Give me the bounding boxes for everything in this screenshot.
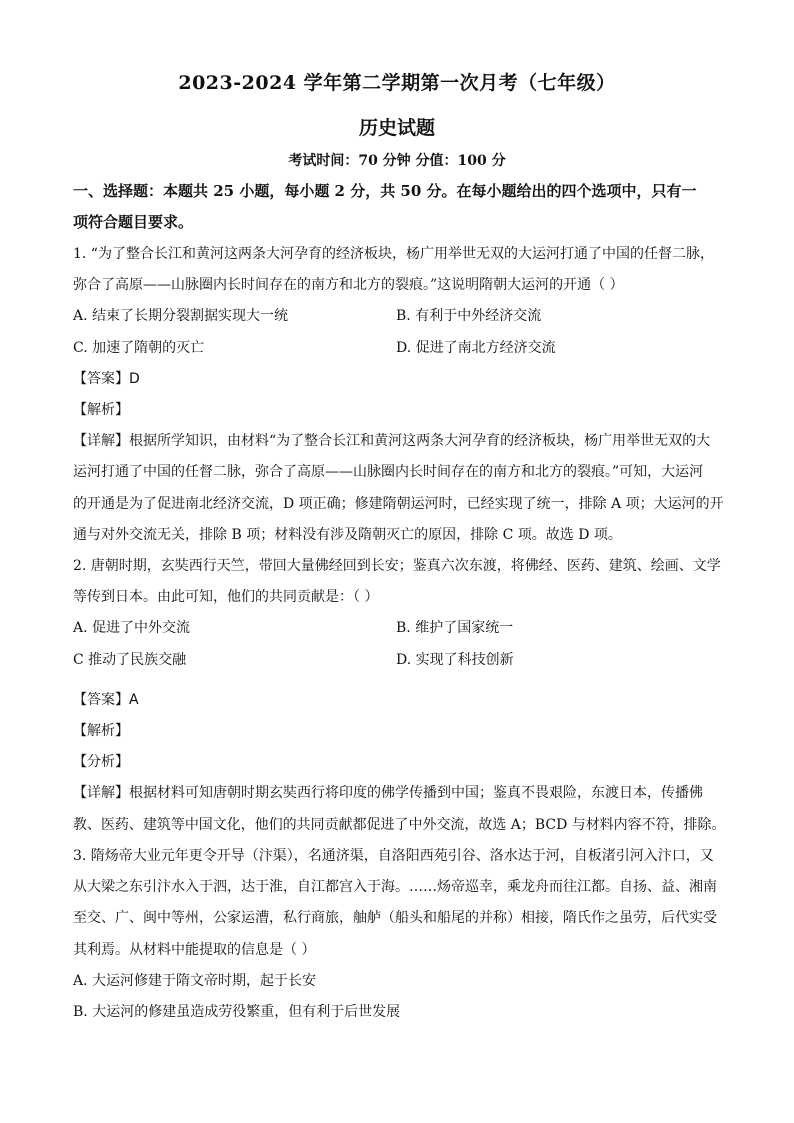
- q2-fenxi-label: 【分析】: [73, 754, 129, 770]
- q3-option-a: A. 大运河修建于隋文帝时期，起于长安: [73, 973, 317, 989]
- q2-option-d: D. 实现了科技创新: [396, 652, 514, 668]
- q3-stem-2: 从大梁之东引汴水入于泗，达于淮，自江都宫入于海。……炀帝巡幸，乘龙舟而往江都。自扬、益、湘南: [73, 879, 717, 895]
- q2-option-b: B. 维护了国家统一: [396, 620, 514, 636]
- q2-detail: 【详解】根据材料可知唐朝时期玄奘西行将印度的佛学传播到中国；鉴真不畏艰险，东渡日本，传播佛: [73, 785, 703, 801]
- q3-stem-4: 其利焉。从材料中能提取的信息是（ ）: [73, 942, 316, 958]
- q1-detail-4: 通与对外交流无关，排除 B 项；材料没有涉及隋朝灭亡的原因，排除 C 项。故选 D 项。: [73, 527, 622, 543]
- q1-detail-3: 的开通是为了促进南北经济交流，D 项正确；修建隋朝运河时，已经实现了统一，排除 A 项；大运河的开: [73, 496, 724, 512]
- exam-title: 2023-2024 学年第二学期第一次月考（七年级）: [178, 72, 616, 94]
- q1-stem: 1. “为了整合长江和黄河这两条大河孕育的经济板块，杨广用举世无双的大运河打通了中国的任督二脉，: [73, 246, 714, 262]
- q2-option-a: A. 促进了中外交流: [73, 620, 191, 636]
- q2-analysis-label: 【解析】: [73, 723, 129, 739]
- time-score-line: 考试时间：70 分钟 分值：100 分: [288, 153, 506, 169]
- q1-detail: 【详解】根据所学知识，由材料“为了整合长江和黄河这两条大河孕育的经济板块，杨广用举世无双的大: [73, 433, 711, 449]
- q1-option-b: B. 有利于中外经济交流: [396, 308, 542, 324]
- q3-stem-3: 至交、广、闽中等州，公家运漕，私行商旅，舳舻（船头和船尾的并称）相接，隋氏作之虽劳，后代实受: [73, 910, 717, 926]
- q2-stem: 2. 唐朝时期，玄奘西行天竺，带回大量佛经回到长安；鉴真六次东渡，将佛经、医药、建筑、绘画、文学: [73, 558, 721, 574]
- q2-answer: 【答案】A: [73, 692, 139, 708]
- section-instructions-cont: 项符合题目要求。: [73, 213, 194, 231]
- q2-detail-2: 教、医药、建筑等中国文化，他们的共同贡献都促进了中外交流，故选 A；BCD 与材料内容不符，排除。: [73, 817, 726, 833]
- q1-option-a: A. 结束了长期分裂割据实现大一统: [73, 308, 289, 324]
- q3-option-b: B. 大运河的修建虽造成劳役繁重，但有利于后世发展: [73, 1004, 401, 1020]
- q1-analysis-label: 【解析】: [73, 402, 129, 418]
- q1-detail-2: 运河打通了中国的任督二脉，弥合了高原——山脉圈内长时间存在的南方和北方的裂痕。”可知，大运河: [73, 464, 704, 480]
- q1-stem-cont: 弥合了高原——山脉圈内长时间存在的南方和北方的裂痕。”这说明隋朝大运河的开通（ ）: [73, 277, 624, 293]
- q1-option-d: D. 促进了南北方经济交流: [396, 340, 556, 356]
- q2-option-c: C 推动了民族交融: [73, 652, 187, 668]
- subject-title: 历史试题: [358, 117, 435, 139]
- q1-answer: 【答案】D: [73, 371, 140, 387]
- section-instructions: 一、选择题：本题共 25 小题，每小题 2 分，共 50 分。在每小题给出的四个选项中，只有一: [73, 182, 697, 200]
- q1-option-c: C. 加速了隋朝的灭亡: [73, 340, 205, 356]
- q2-stem-cont: 等传到日本。由此可知，他们的共同贡献是：（ ）: [73, 589, 379, 605]
- q3-stem: 3. 隋炀帝大业元年更令开导（汴渠），名通济渠，自洛阳西苑引谷、洛水达于河，自板渚引河入汴口，又: [73, 848, 714, 864]
